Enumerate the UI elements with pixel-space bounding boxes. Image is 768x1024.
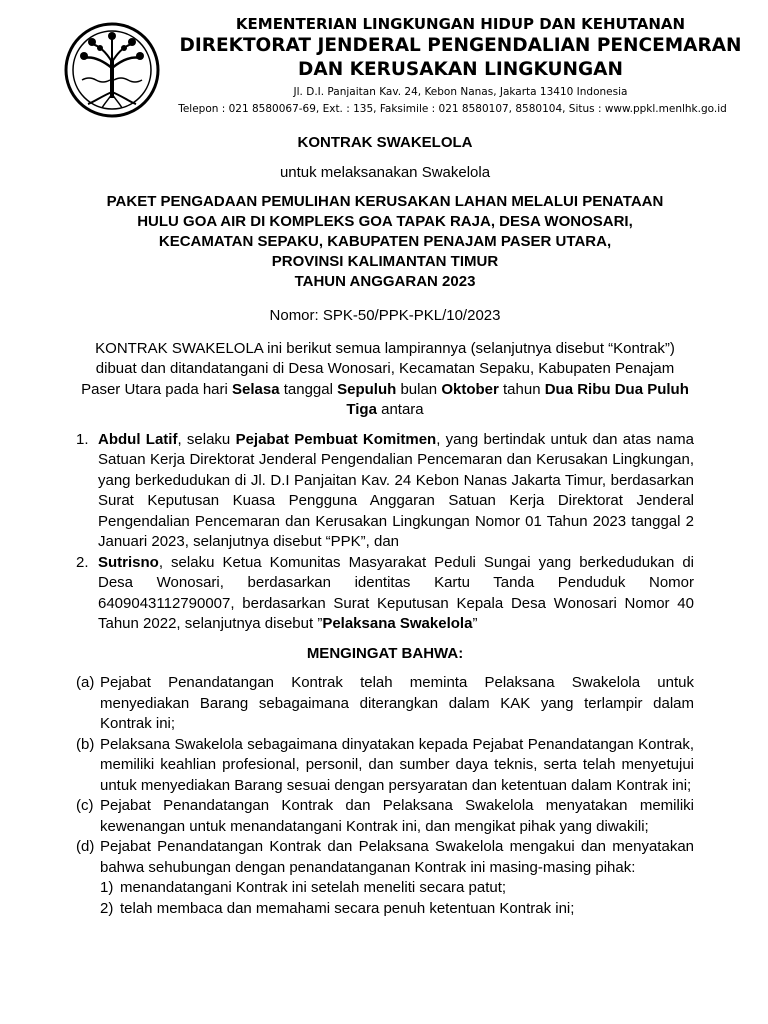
parties-list [76,430,694,635]
recital-text: Pejabat Penandatangan Kontrak dan Pelaksana Swakelola mengakui dan menyatakan bahwa sehubungan dengan penandatanganan Kontrak ini masing-masing pihak: [100,838,694,876]
intro-text: tahun [498,380,545,398]
recitals-heading: MENGINGAT BAHWA: [306,644,464,662]
party-item [76,553,694,635]
intro-date: Sepuluh [337,380,397,398]
recital-label: (b) [76,735,95,753]
party-text [98,553,694,635]
package-title-line: TAHUN ANGGARAN 2023 [294,273,476,290]
party-number: 2. [76,553,89,571]
party-item [76,430,694,553]
contract-body [76,133,694,919]
intro-year: Dua Ribu Dua Puluh Tiga [346,380,689,418]
contract-intro [76,339,694,421]
contract-title: KONTRAK SWAKELOLA [297,134,473,151]
party-number: 1. [76,430,89,448]
sublist-text: menandatangani Kontrak ini setelah meneliti secara patut; [120,879,507,896]
party-name: Sutrisno [98,553,159,571]
contract-number: Nomor: SPK-50/PPK-PKL/10/2023 [269,307,501,324]
party-text [98,430,694,553]
intro-day: Selasa [232,380,280,398]
letterhead-contact: Telepon : 021 8580067-69, Ext. : 135, Faksimile : 021 8580107, 8580104, Situs : www.ppkl.menlhk.go.id [178,103,727,115]
sublist-label: 1) [100,879,114,896]
package-title-line: PROVINSI KALIMANTAN TIMUR [271,253,499,270]
recital-text: Pejabat Penandatangan Kontrak telah meminta Pelaksana Swakelola untuk menyediakan Barang sebagaimana diterangkan dalam KAK yang terlampir dalam Kontrak ini; [100,674,694,732]
letterhead-text [158,14,763,117]
recital-item [76,796,694,837]
party-desc: , selaku Ketua Komunitas Masyarakat Peduli Sungai yang berkedudukan di Desa Wonosari, berdasarkan identitas Kartu Tanda Penduduk Nomor 6409043112790007, berdasarkan Surat Keputusan Kepala Desa Wonosari Nomor 40 Tahun 2022, selanjutnya disebut ” [98,553,694,632]
recital-item [76,837,694,919]
party-role: Pejabat Pembuat Komitmen [235,430,437,448]
recital-item [76,673,694,735]
party-desc: , selaku [177,430,236,448]
recital-label: (a) [76,674,95,691]
directorate-name-line2: DAN KERUSAKAN LINGKUNGAN [298,59,623,80]
recital-label: (c) [76,797,94,814]
recital-item [76,735,694,797]
package-title [76,192,694,292]
package-title-line: HULU GOA AIR DI KOMPLEKS GOA TAPAK RAJA, DESA WONOSARI, [137,213,633,230]
recital-content [100,837,694,919]
sublist-item [100,878,694,899]
ministry-name: KEMENTERIAN LINGKUNGAN HIDUP DAN KEHUTANAN [235,15,686,33]
recital-text: Pejabat Penandatangan Kontrak dan Pelaksana Swakelola menyatakan memiliki kewenangan untuk menandatangani Kontrak ini, dan mengikat pihak yang diwakili; [100,797,694,835]
recitals-list [76,673,694,919]
intro-text: KONTRAK SWAKELOLA ini berikut semua lampirannya (selanjutnya disebut “Kontrak”) dibuat dan ditandatangani di Desa Wonosari, Kecamatan Sepaku, Kabupaten Penajam Paser Utara pada hari [81,339,675,398]
party-alias: Pelaksana Swakelola [322,615,473,632]
package-title-line: KECAMATAN SEPAKU, KABUPATEN PENAJAM PASER UTARA, [158,233,612,250]
letterhead [58,14,742,126]
letterhead-address: Jl. D.I. Panjaitan Kav. 24, Kebon Nanas, Jakarta 13410 Indonesia [293,86,628,98]
contract-subtitle: untuk melaksanakan Swakelola [279,163,491,181]
intro-text: antara [376,401,424,418]
directorate-name-line1: DIREKTORAT JENDERAL PENGENDALIAN PENCEMARAN [179,35,742,56]
party-desc: ” [472,615,478,632]
party-name: Abdul Latif [98,430,178,448]
sublist-item [100,899,694,920]
recital-text: Pelaksana Swakelola sebagaimana dinyatakan kepada Pejabat Penandatangan Kontrak, memiliki keahlian profesional, personil, dan sumber daya teknis, serta telah menyetujui untuk menyediakan Barang sesuai dengan persyaratan dan ketentuan dalam Kontrak ini; [100,735,694,794]
package-title-line: PAKET PENGADAAN PEMULIHAN KERUSAKAN LAHAN MELALUI PENATAAN [106,193,664,210]
recital-sublist [100,878,694,919]
sublist-label: 2) [100,899,114,917]
sublist-text: telah membaca dan memahami secara penuh ketentuan Kontrak ini; [120,899,575,917]
recital-label: (d) [76,838,95,855]
party-desc: , yang bertindak untuk dan atas nama Satuan Kerja Direktorat Jenderal Pengendalian Pencemaran dan Kerusakan Lingkungan, yang berkedudukan di Jl. D.I Panjaitan Kav. 24 Kebon Nanas Jakarta Timur, berdasarkan Surat Keputusan Kuasa Pengguna Anggaran Satuan Kerja Direktorat Jenderal Pengendalian Pencemaran dan Kerusakan Lingkungan Nomor 01 Tahun 2023 tanggal 2 Januari 2023, selanjutnya disebut “PPK”, dan [98,430,694,550]
intro-text: bulan [396,380,442,398]
intro-text: tanggal [279,380,338,398]
intro-month: Oktober [441,380,499,398]
